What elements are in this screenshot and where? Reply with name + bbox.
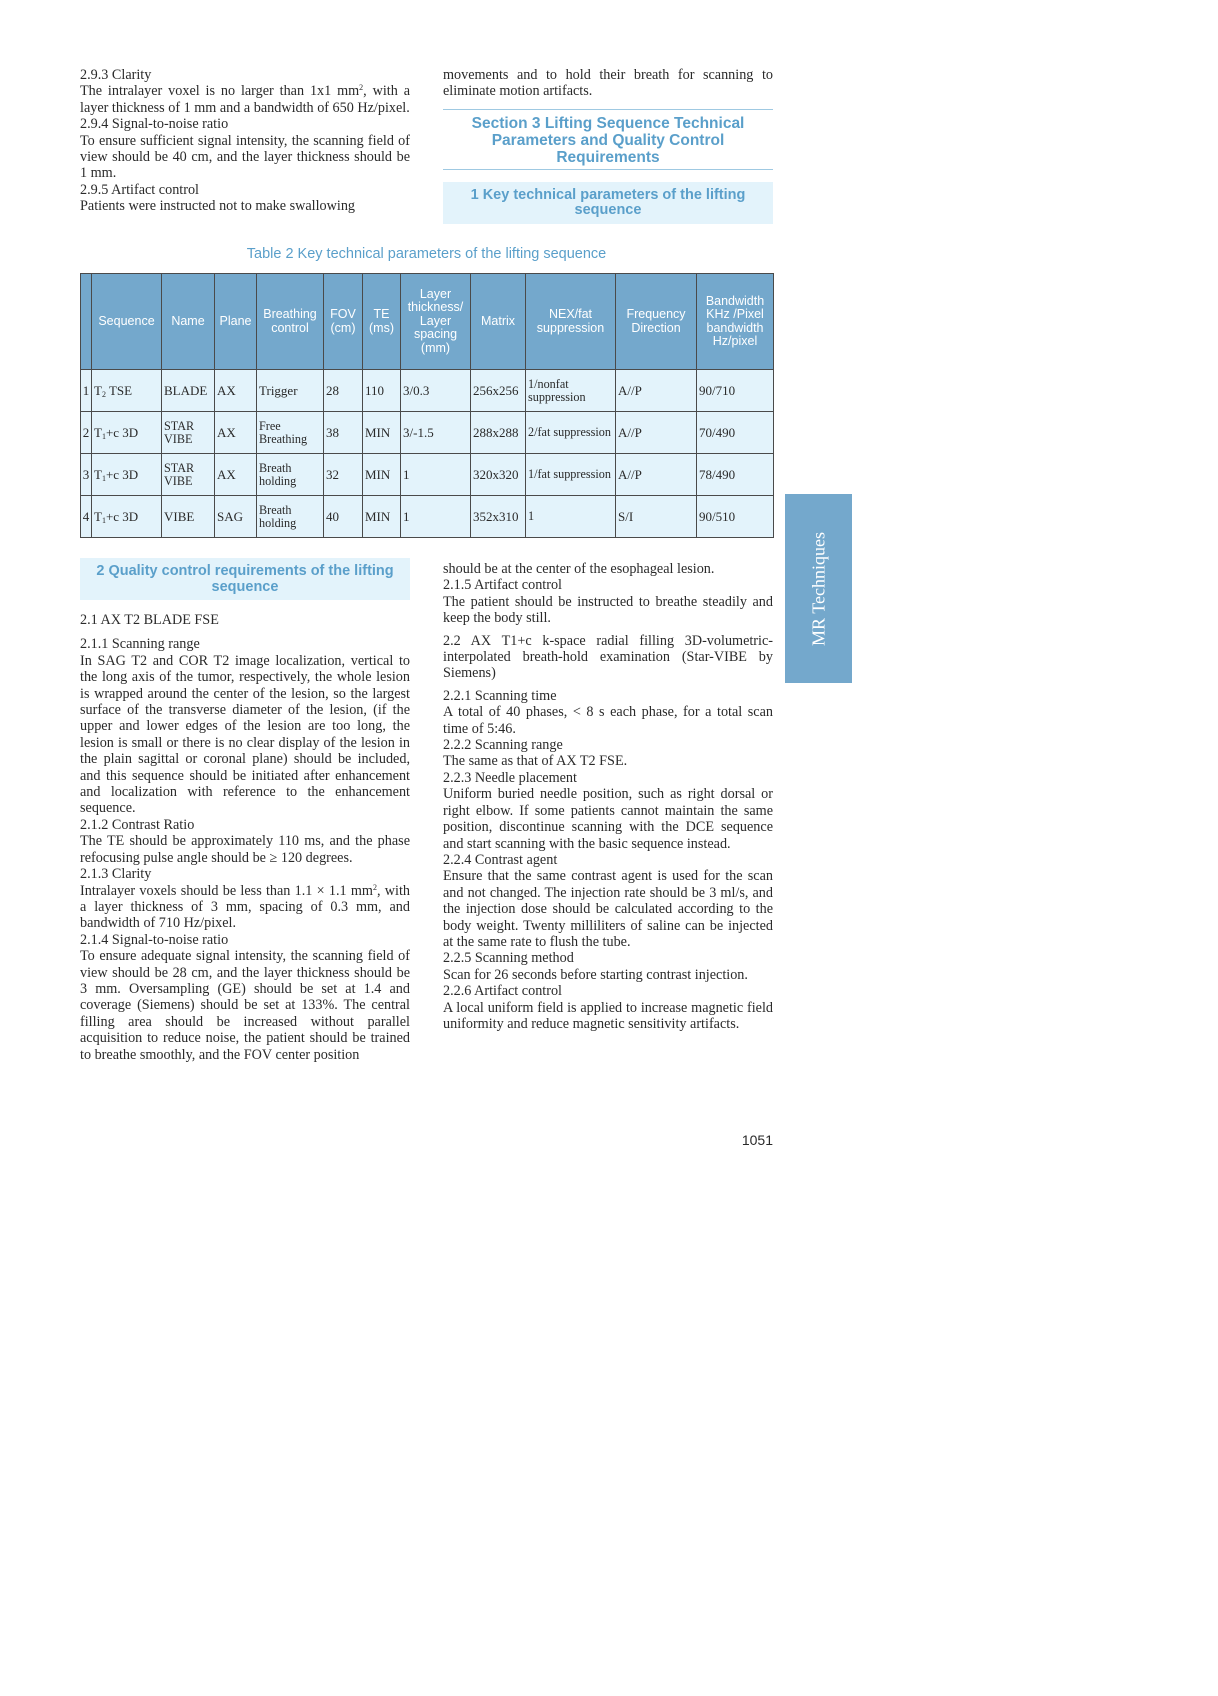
- heading-2-1-5: 2.1.5 Artifact control: [443, 577, 562, 594]
- cell-breathing: Breath holding: [257, 454, 324, 496]
- cell-te: MIN: [363, 454, 401, 496]
- table-row: [81, 496, 774, 538]
- cell-frequency: A//P: [616, 412, 697, 454]
- seq-subscript: 1: [101, 515, 106, 525]
- seq-subscript: 1: [101, 473, 106, 483]
- heading-2-2-5: 2.2.5 Scanning method: [443, 950, 574, 967]
- heading-2-2: 2.2 AX T1+c k-space radial filling 3D-volumetric-interpolated breath-hold examination (Star-VIBE by Siemens): [443, 632, 773, 682]
- cell-sequence: [92, 454, 162, 496]
- cell-bandwidth: 70/490: [697, 412, 774, 454]
- heading-2-2-3: 2.2.3 Needle placement: [443, 769, 577, 786]
- paragraph-2-2-3: Uniform buried needle position, such as right dorsal or right elbow. If some patients cannot maintain the same position, discontinue scanning with the DCE sequence and start scanning with the basic sequence instead.: [443, 786, 773, 852]
- table-row: [81, 412, 774, 454]
- header-te: TE (ms): [363, 274, 401, 370]
- column-bottom-right: [443, 561, 773, 1032]
- paragraph-continued: should be at the center of the esophageal lesion.: [443, 561, 715, 577]
- seq-text: T: [94, 382, 102, 398]
- cell-breathing: Breath holding: [257, 496, 324, 538]
- column-top-right: [443, 67, 773, 224]
- cell-layer: 3/-1.5: [401, 412, 471, 454]
- cell-plane: AX: [215, 370, 257, 412]
- cell-fov: 38: [324, 412, 363, 454]
- cell-te: 110: [363, 370, 401, 412]
- seq-subscript: 1: [101, 431, 106, 441]
- subsection-2-title: 2 Quality control requirements of the lifting sequence: [80, 558, 410, 600]
- cell-frequency: S/I: [616, 496, 697, 538]
- clarity-text-end: , with a layer thickness of 1 mm and a bandwidth of 650 Hz/pixel.: [80, 83, 410, 116]
- cell-plane: SAG: [215, 496, 257, 538]
- clarity-text: The intralayer voxel is no larger than 1x1 mm: [80, 83, 360, 100]
- cell-sequence: [92, 496, 162, 538]
- table-row: [81, 454, 774, 496]
- cell-matrix: 256x256: [471, 370, 526, 412]
- column-bottom-left: [80, 558, 410, 1063]
- paragraph-2-1-5: The patient should be instructed to breathe steadily and keep the body still.: [443, 593, 773, 627]
- cell-sequence: [92, 370, 162, 412]
- heading-2-2-2: 2.2.2 Scanning range: [443, 737, 563, 754]
- cell-index: 1: [81, 370, 92, 412]
- paragraph-2-2-1: A total of 40 phases, < 8 s each phase, for a total scan time of 5:46.: [443, 704, 773, 737]
- cell-bandwidth: 78/490: [697, 454, 774, 496]
- heading-2-2-4: 2.2.4 Contrast agent: [443, 851, 558, 868]
- cell-layer: 1: [401, 454, 471, 496]
- heading-2-1-4: 2.1.4 Signal-to-noise ratio: [80, 931, 229, 948]
- seq-text-rest: TSE: [105, 382, 133, 398]
- cell-te: MIN: [363, 412, 401, 454]
- paragraph-2-2-2: The same as that of AX T2 FSE.: [443, 753, 628, 770]
- heading-2-9-5: 2.9.5 Artifact control: [80, 181, 199, 198]
- section-3-title: Section 3 Lifting Sequence Technical Parameters and Quality Control Requirements: [443, 109, 773, 170]
- heading-2-1: 2.1 AX T2 BLADE FSE: [80, 612, 219, 628]
- cell-layer: 3/0.3: [401, 370, 471, 412]
- cell-name: VIBE: [162, 496, 215, 538]
- seq-subscript: 2: [101, 389, 106, 399]
- cell-nex: 2/fat suppression: [526, 412, 616, 454]
- cell-nex: 1: [526, 496, 616, 538]
- cell-name: STAR VIBE: [162, 454, 215, 496]
- cell-nex: 1/nonfat suppression: [526, 370, 616, 412]
- header-layer: Layer thickness/ Layer spacing (mm): [401, 274, 471, 370]
- cell-name: BLADE: [162, 370, 215, 412]
- cell-frequency: A//P: [616, 370, 697, 412]
- cell-index: 4: [81, 496, 92, 538]
- cell-breathing: Free Breathing: [257, 412, 324, 454]
- seq-text-rest: +c 3D: [105, 508, 139, 524]
- cell-bandwidth: 90/710: [697, 370, 774, 412]
- table-caption: Table 2 Key technical parameters of the lifting sequence: [246, 246, 607, 262]
- side-tab: [785, 494, 852, 683]
- cell-nex: 1/fat suppression: [526, 454, 616, 496]
- cell-breathing: Trigger: [257, 370, 324, 412]
- column-top-left: [80, 67, 410, 215]
- header-name: Name: [162, 274, 215, 370]
- heading-2-2-6: 2.2.6 Artifact control: [443, 983, 562, 1000]
- clarity-text-end: , with a layer thickness of 3 mm, spacing of 0.3 mm, and bandwidth of 710 Hz/pixel.: [80, 882, 410, 932]
- cell-plane: AX: [215, 454, 257, 496]
- paragraph-2-2-4: Ensure that the same contrast agent is used for the scan and not changed. The injection rate should be 3 ml/s, and the injection dose should be calculated according to the body weight. Twenty milliliters of saline can be injected at the same rate to flush the tube.: [443, 868, 773, 950]
- paragraph-artifact: Patients were instructed not to make swallowing: [80, 198, 356, 215]
- paragraph-2-2-5: Scan for 26 seconds before starting contrast injection.: [443, 966, 748, 983]
- superscript: 2: [372, 882, 377, 892]
- cell-sequence: [92, 412, 162, 454]
- header-frequency: Frequency Direction: [616, 274, 697, 370]
- cell-te: MIN: [363, 496, 401, 538]
- cell-layer: 1: [401, 496, 471, 538]
- cell-matrix: 352x310: [471, 496, 526, 538]
- cell-matrix: 320x320: [471, 454, 526, 496]
- cell-index: 3: [81, 454, 92, 496]
- seq-text-rest: +c 3D: [105, 466, 139, 482]
- cell-fov: 40: [324, 496, 363, 538]
- paragraph-continued: movements and to hold their breath for scanning to eliminate motion artifacts.: [443, 67, 773, 100]
- header-sequence: Sequence: [92, 274, 162, 370]
- subsection-1-title: 1 Key technical parameters of the lifting sequence: [443, 182, 773, 224]
- paragraph-2-1-4: To ensure adequate signal intensity, the scanning field of view should be 28 cm, and the layer thickness should be 3 mm. Oversampling (GE) should be set at 1.4 and coverage (Siemens) should be set at 133%. The central filling area should be increased without parallel acquisition to reduce noise, the patient should be trained to breathe smoothly, and the FOV center position: [80, 948, 410, 1063]
- header-index: [81, 274, 92, 370]
- heading-2-1-2: 2.1.2 Contrast Ratio: [80, 816, 195, 833]
- paragraph-clarity: [80, 83, 410, 116]
- heading-2-1-1: 2.1.1 Scanning range: [80, 636, 200, 653]
- cell-matrix: 288x288: [471, 412, 526, 454]
- cell-name: STAR VIBE: [162, 412, 215, 454]
- heading-2-9-4: 2.9.4 Signal-to-noise ratio: [80, 116, 229, 133]
- parameters-table: [80, 273, 774, 538]
- seq-text: T: [94, 424, 102, 440]
- side-tab-label: MR Techniques: [808, 531, 828, 646]
- seq-text: T: [94, 508, 102, 524]
- cell-bandwidth: 90/510: [697, 496, 774, 538]
- paragraph-2-1-1: In SAG T2 and COR T2 image localization, vertical to the long axis of the tumor, respectively, the whole lesion is wrapped around the center of the lesion, so the largest surface of the transverse diameter of the lesion, (if the upper and lower edges of the lesion are too long, the lesion is small or there is no clear display of the lesion in the plain sagittal or coronal plane) should be included, and this sequence should be initiated after enhancement and localization with reference to the enhancement sequence.: [80, 652, 410, 817]
- paragraph-snr: To ensure sufficient signal intensity, the scanning field of view should be 40 cm, and the layer thickness should be 1 mm.: [80, 132, 410, 182]
- superscript: 2: [359, 83, 364, 93]
- seq-text-rest: +c 3D: [105, 424, 139, 440]
- cell-frequency: A//P: [616, 454, 697, 496]
- cell-fov: 28: [324, 370, 363, 412]
- header-breathing: Breathing control: [257, 274, 324, 370]
- table-header-row: [81, 274, 774, 370]
- heading-2-1-3: 2.1.3 Clarity: [80, 866, 152, 883]
- clarity-text: Intralayer voxels should be less than 1.1 × 1.1 mm: [80, 882, 373, 899]
- cell-fov: 32: [324, 454, 363, 496]
- cell-index: 2: [81, 412, 92, 454]
- paragraph-2-1-3: [80, 883, 410, 932]
- header-nex: NEX/fat suppression: [526, 274, 616, 370]
- seq-text: T: [94, 466, 102, 482]
- heading-2-9-3: 2.9.3 Clarity: [80, 67, 152, 83]
- page-number: 1051: [741, 1132, 773, 1148]
- header-fov: FOV (cm): [324, 274, 363, 370]
- header-plane: Plane: [215, 274, 257, 370]
- paragraph-2-2-6: A local uniform field is applied to increase magnetic field uniformity and reduce magnetic sensitivity artifacts.: [443, 999, 773, 1032]
- paragraph-2-1-2: The TE should be approximately 110 ms, and the phase refocusing pulse angle should be ≥ 120 degrees.: [80, 833, 410, 866]
- table-row: [81, 370, 774, 412]
- heading-2-2-1: 2.2.1 Scanning time: [443, 687, 557, 704]
- header-matrix: Matrix: [471, 274, 526, 370]
- header-bandwidth: Bandwidth KHz /Pixel bandwidth Hz/pixel: [697, 274, 774, 370]
- cell-plane: AX: [215, 412, 257, 454]
